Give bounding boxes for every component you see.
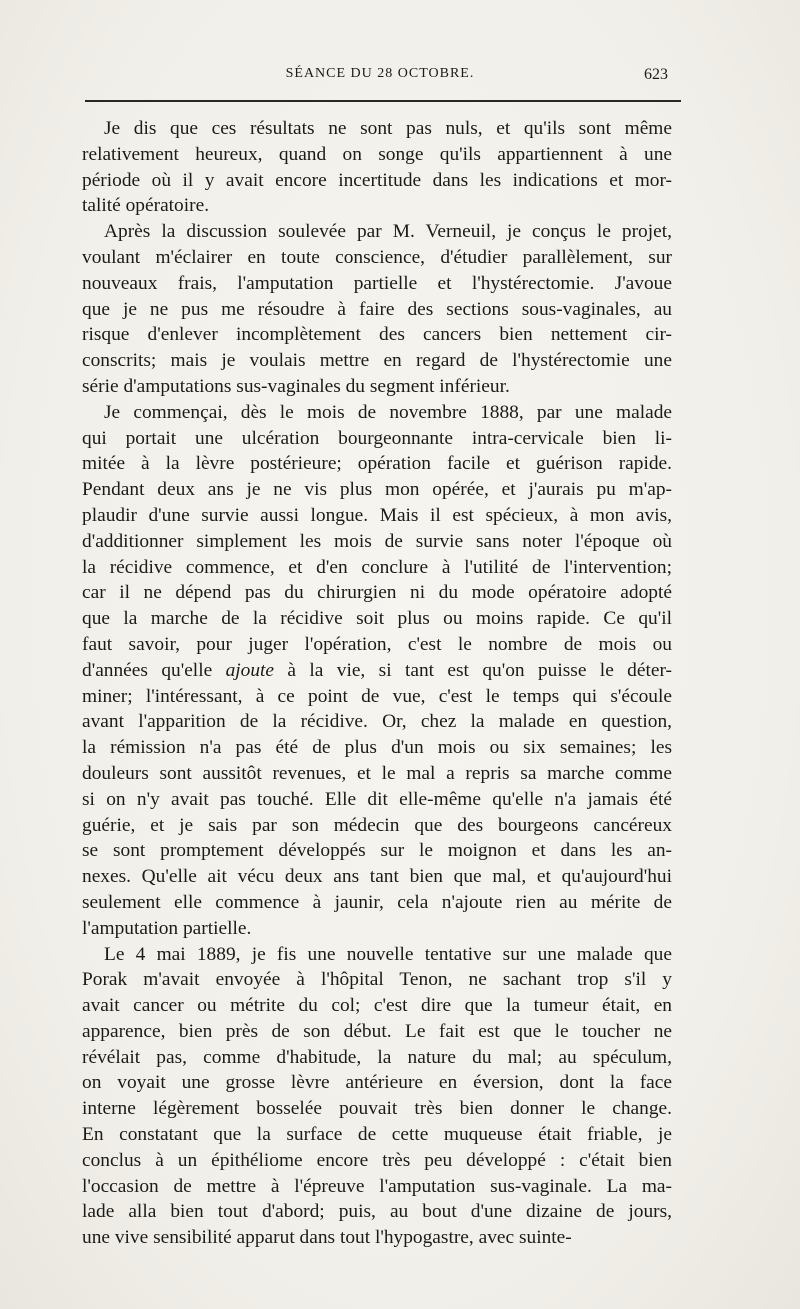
text-line: on voyait une grosse lèvre antérieure en éversion, dont la face: [82, 1072, 672, 1094]
text-line: talité opératoire.: [82, 195, 210, 217]
text-line: conclus à un épithéliome encore très peu développé : c'était bien: [82, 1149, 672, 1171]
text-line: interne légèrement bosselée pouvait très bien donner le change.: [82, 1098, 672, 1120]
text-line: mitée à la lèvre postérieure; opération facile et guérison rapide.: [82, 453, 672, 475]
text-line: que la marche de la récidive soit plus ou moins rapide. Ce qu'il: [82, 608, 672, 630]
emphasis: ajoute: [225, 659, 275, 681]
text-line: Pendant deux ans je ne vis plus mon opérée, et j'aurais pu m'ap-: [82, 479, 672, 501]
text-line: Après la discussion soulevée par M. Verneuil, je conçus le projet,: [104, 221, 672, 243]
text-line: série d'amputations sus-vaginales du segment inférieur.: [82, 375, 510, 397]
text-line: douleurs sont aussitôt revenues, et le mal a repris sa marche comme: [82, 762, 672, 784]
text-line: l'amputation partielle.: [82, 917, 252, 939]
text-line: d'additionner simplement les mois de survie sans noter l'époque où: [82, 530, 672, 552]
text-line: l'occasion de mettre à l'épreuve l'amputation sus-vaginale. La ma-: [82, 1175, 672, 1197]
text-line: En constatant que la surface de cette muqueuse était friable, je: [82, 1124, 672, 1146]
text-line: révélait pas, comme d'habitude, la nature du mal; au spéculum,: [82, 1046, 672, 1068]
text-line: que je ne pus me résoudre à faire des sections sous-vaginales, au: [82, 298, 672, 320]
text-line: se sont promptement développés sur le moignon et dans les an-: [82, 840, 672, 862]
paragraph: [82, 942, 672, 1252]
text-line: qui portait une ulcération bourgeonnante intra-cervicale bien li-: [82, 427, 672, 449]
text-line: Je commençai, dès le mois de novembre 1888, par une malade: [104, 401, 672, 423]
text-line: guérie, et je sais par son médecin que des bourgeons cancéreux: [82, 814, 672, 836]
paragraph: [82, 116, 672, 219]
text-line: Le 4 mai 1889, je fis une nouvelle tentative sur une malade que: [104, 943, 672, 965]
text-line: avait cancer ou métrite du col; c'est dire que la tumeur était, en: [82, 995, 672, 1017]
paragraph: [82, 400, 672, 942]
text-line: nexes. Qu'elle ait vécu deux ans tant bien que mal, et qu'aujourd'hui: [82, 866, 672, 888]
paragraph: [82, 219, 672, 400]
text-line: relativement heureux, quand on songe qu'ils appartiennent à une: [82, 143, 672, 165]
text-line: miner; l'intéressant, à ce point de vue, c'est le temps qui s'écoule: [82, 685, 672, 707]
text-line: si on n'y avait pas touché. Elle dit elle-même qu'elle n'a jamais été: [82, 788, 672, 810]
text-line: période où il y avait encore incertitude dans les indications et mor-: [82, 169, 672, 191]
text-line: seulement elle commence à jaunir, cela n'ajoute rien au mérite de: [82, 891, 672, 913]
text-line: la rémission n'a pas été de plus d'un mois ou six semaines; les: [82, 737, 672, 759]
text-line: risque d'enlever incomplètement des cancers bien nettement cir-: [82, 324, 672, 346]
text-line: Porak m'avait envoyée à l'hôpital Tenon, ne sachant trop s'il y: [82, 969, 672, 991]
text-line: nouveaux frais, l'amputation partielle et l'hystérectomie. J'avoue: [82, 272, 672, 294]
page-header: [82, 66, 678, 88]
text-line: une vive sensibilité apparut dans tout l'hypogastre, avec suinte-: [82, 1227, 572, 1249]
text-line: apparence, bien près de son début. Le fait est que le toucher ne: [82, 1020, 672, 1042]
text-line: plaudir d'une survie aussi longue. Mais il est spécieux, à mon avis,: [82, 504, 672, 526]
text-line: lade alla bien tout d'abord; puis, au bout d'une dizaine de jours,: [82, 1201, 672, 1223]
text-line: d'années qu'elle ajoute à la vie, si tant est qu'on puisse le déter-: [82, 659, 672, 681]
body-text: [82, 116, 672, 1251]
page-number: 623: [644, 66, 668, 83]
running-title: SÉANCE DU 28 OCTOBRE.: [285, 66, 475, 81]
text-line: conscrits; mais je voulais mettre en regard de l'hystérectomie une: [82, 350, 672, 372]
text-line: faut savoir, pour juger l'opération, c'est le nombre de mois ou: [82, 633, 672, 655]
text-line: la récidive commence, et d'en conclure à l'utilité de l'intervention;: [82, 556, 672, 578]
text-line: voulant m'éclairer en toute conscience, d'étudier parallèlement, sur: [82, 246, 672, 268]
text-line: avant l'apparition de la récidive. Or, chez la malade en question,: [82, 711, 672, 733]
text-line: Je dis que ces résultats ne sont pas nuls, et qu'ils sont même: [104, 118, 672, 139]
text-line: car il ne dépend pas du chirurgien ni du mode opératoire adopté: [82, 582, 672, 604]
header-rule: [85, 100, 681, 102]
